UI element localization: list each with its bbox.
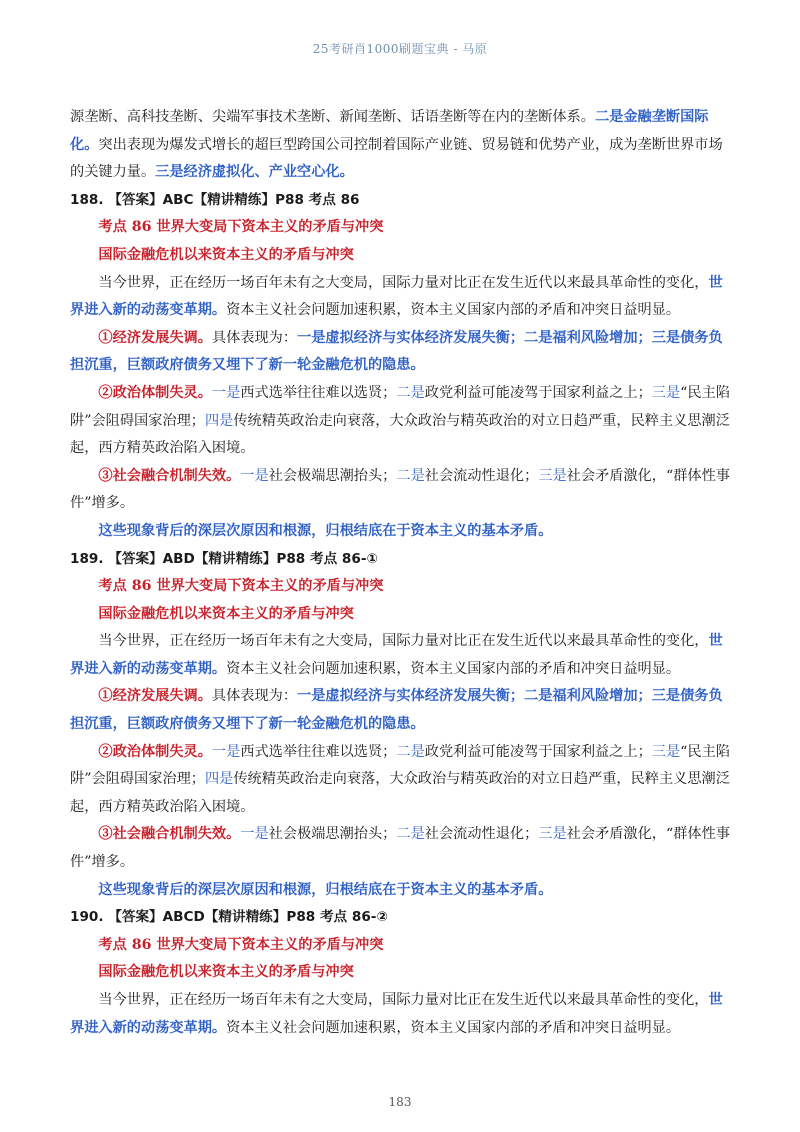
paragraph: ①经济发展失调。具体表现为：一是虚拟经济与实体经济发展失衡；二是福利风险增加；三是债务负担沉重，巨额政府债务又埋下了新一轮金融危机的隐患。 — [70, 688, 723, 733]
intro-paragraph: 源垄断、高科技垄断、尖端军事技术垄断、新闻垄断、话语垄断等在内的垄断体系。二是金融垄断国际化。突出表现为爆发式增长的超巨型跨国公司控制着国际产业链、贸易链和优势产业，成为垄断世界市场的关键力量。三是经济虚拟化、产业空心化。 — [70, 109, 723, 181]
paragraph: ③社会融合机制失效。一是社会极端思潮抬头；二是社会流动性退化；三是社会矛盾激化，“群体性事件”增多。 — [70, 826, 730, 871]
kaodian-title: 考点 86 世界大变局下资本主义的矛盾与冲突 — [98, 219, 384, 236]
answer-heading-188: 188. 【答案】ABC【精讲精练】P88 考点 86 — [70, 191, 360, 208]
sub-title: 国际金融危机以来资本主义的矛盾与冲突 — [98, 605, 354, 622]
paragraph: 当今世界，正在经历一场百年未有之大变局，国际力量对比正在发生近代以来最具革命性的变化，世界进入新的动荡变革期。资本主义社会问题加速积累，资本主义国家内部的矛盾和冲突日益明显。 — [70, 992, 723, 1036]
paragraph: 这些现象背后的深层次原因和根源，归根结底在于资本主义的基本矛盾。 — [98, 881, 553, 898]
sub-title: 国际金融危机以来资本主义的矛盾与冲突 — [98, 246, 354, 263]
paragraph: ③社会融合机制失效。一是社会极端思潮抬头；二是社会流动性退化；三是社会矛盾激化，“群体性事件”增多。 — [70, 467, 730, 512]
paragraph: ①经济发展失调。具体表现为：一是虚拟经济与实体经济发展失衡；二是福利风险增加；三是债务负担沉重，巨额政府债务又埋下了新一轮金融危机的隐患。 — [70, 329, 723, 374]
page-header: 25考研肖1000刷题宝典 - 马原 — [312, 42, 488, 56]
page-content — [70, 104, 730, 1042]
paragraph: ②政治体制失灵。一是西式选举往往难以选贤；二是政党利益可能凌驾于国家利益之上；三是“民主陷阱”会阻碍国家治理；四是传统精英政治走向衰落，大众政治与精英政治的对立日趋严重，民粹主义思潮泛起，西方精英政治陷入困境。 — [70, 743, 730, 815]
paragraph: 当今世界，正在经历一场百年未有之大变局，国际力量对比正在发生近代以来最具革命性的变化，世界进入新的动荡变革期。资本主义社会问题加速积累，资本主义国家内部的矛盾和冲突日益明显。 — [70, 274, 723, 319]
answer-heading-189: 189. 【答案】ABD【精讲精练】P88 考点 86-① — [70, 550, 378, 567]
page-number: 183 — [388, 1095, 412, 1109]
paragraph: 这些现象背后的深层次原因和根源，归根结底在于资本主义的基本矛盾。 — [98, 522, 553, 539]
answer-heading-190: 190. 【答案】ABCD【精讲精练】P88 考点 86-② — [70, 909, 388, 926]
sub-title: 国际金融危机以来资本主义的矛盾与冲突 — [98, 964, 354, 981]
kaodian-title: 考点 86 世界大变局下资本主义的矛盾与冲突 — [98, 936, 384, 953]
paragraph: 当今世界，正在经历一场百年未有之大变局，国际力量对比正在发生近代以来最具革命性的变化，世界进入新的动荡变革期。资本主义社会问题加速积累，资本主义国家内部的矛盾和冲突日益明显。 — [70, 633, 723, 677]
kaodian-title: 考点 86 世界大变局下资本主义的矛盾与冲突 — [98, 578, 384, 595]
paragraph: ②政治体制失灵。一是西式选举往往难以选贤；二是政党利益可能凌驾于国家利益之上；三是“民主陷阱”会阻碍国家治理；四是传统精英政治走向衰落，大众政治与精英政治的对立日趋严重，民粹主义思潮泛起，西方精英政治陷入困境。 — [70, 384, 730, 457]
